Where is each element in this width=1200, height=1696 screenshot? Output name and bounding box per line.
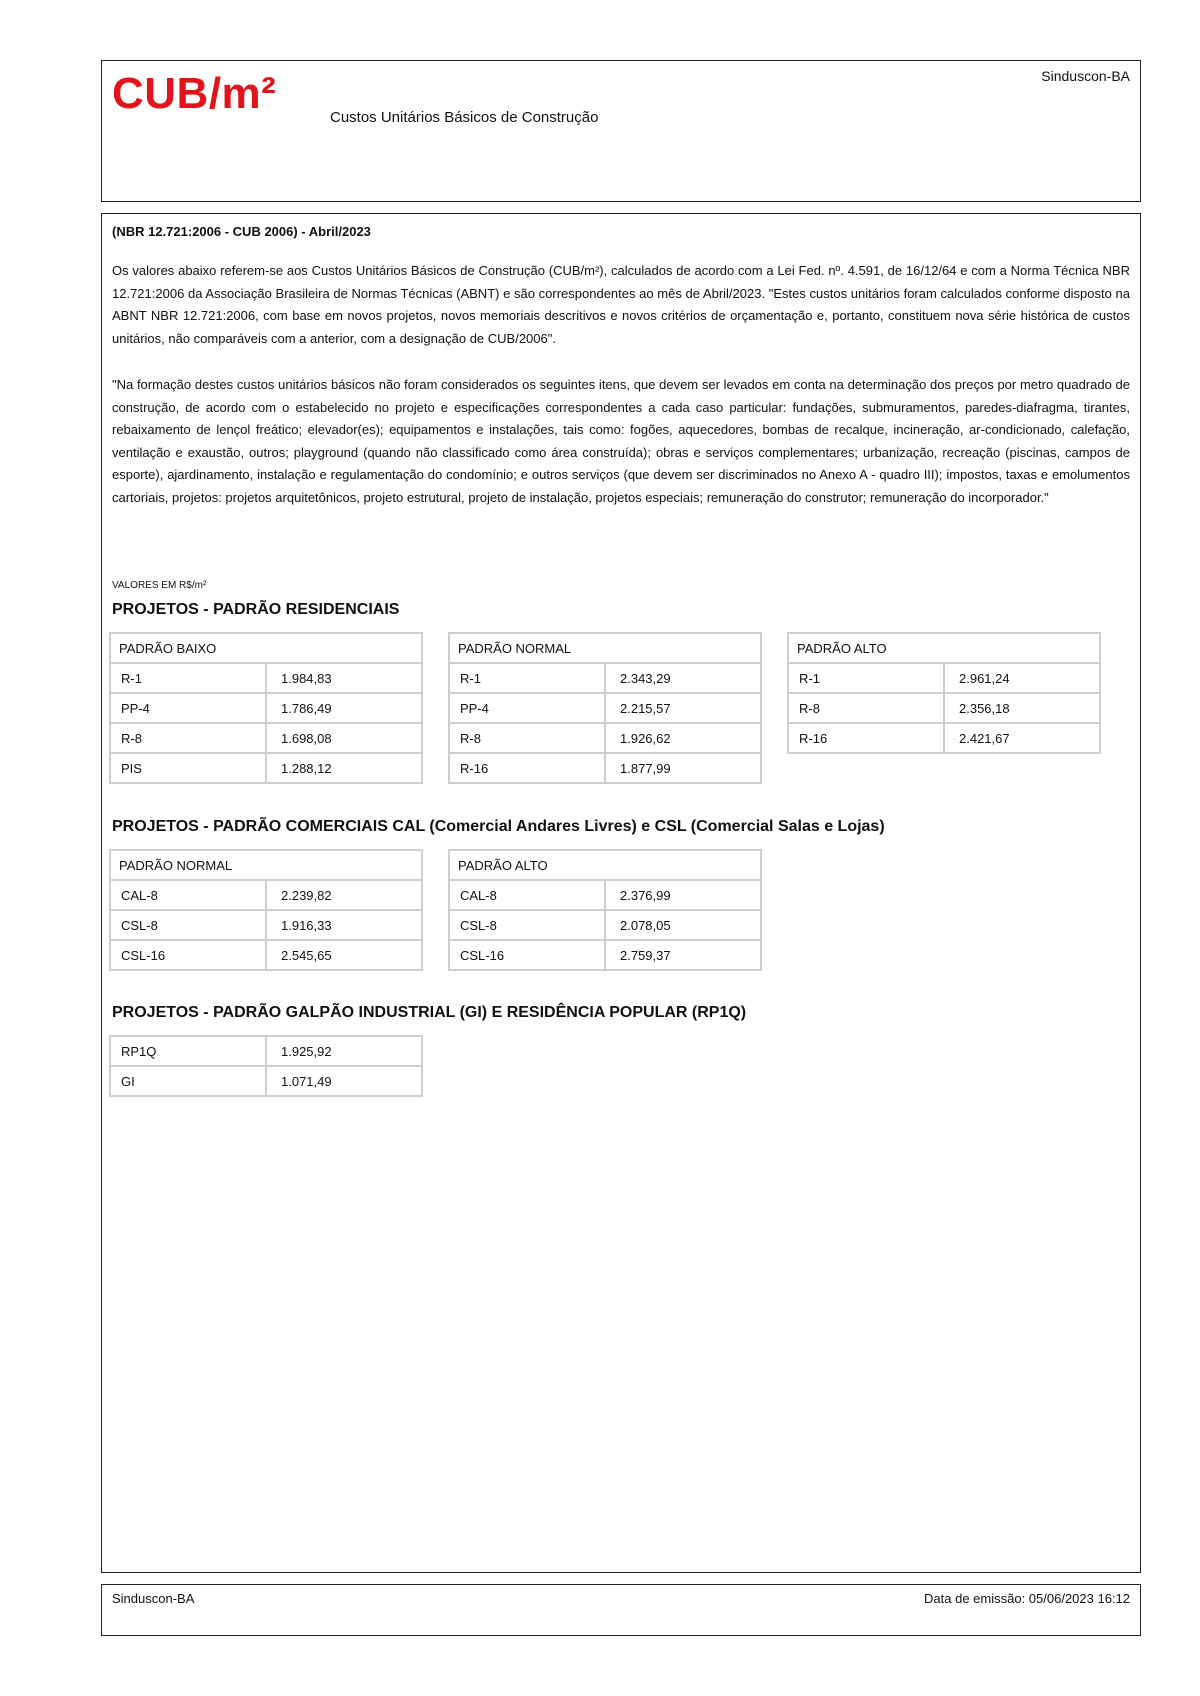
- exclusions-paragraph: "Na formação destes custos unitários básicos não foram considerados os seguintes itens, que devem ser levados em conta na determinação dos preços por metro quadrado de construção, de acordo com o estabelecido no projeto e especificações correspondentes a cada caso particular: fundações, submuramentos, paredes-diafragma, tirantes, rebaixamento de lençol freático; elevador(es); equipamentos e instalações, tais como: fogões, aquecedores, bombas de recalque, incineração, ar-condicionado, calefação, ventilação e exaustão, outros; playground (quando não classificado como área construída); obras e serviços complementares; urbanização, recreação (piscinas, campos de esporte), ajardinamento, instalação e regulamentação do condomínio; e outros serviços (que devem ser discriminados no Anexo A - quadro III); impostos, taxas e emolumentos cartoriais, projetos: projetos arquitetônicos, projeto estrutural, projeto de instalação, projetos especiais; remuneração do construtor; remuneração do incorporador.": [112, 377, 1130, 505]
- section-title-residencial: PROJETOS - PADRÃO RESIDENCIAIS: [112, 601, 400, 618]
- table-row: [111, 694, 421, 722]
- table-row: [450, 911, 760, 939]
- project-code: R-1: [450, 664, 604, 692]
- table-galpao-residencia-popular: [109, 1035, 423, 1097]
- footer-box: [101, 1584, 1141, 1636]
- cost-value: 1.786,49: [267, 694, 421, 722]
- table-comercial-alto: [448, 849, 762, 971]
- cost-value: 1.916,33: [267, 911, 421, 939]
- table-row: [111, 724, 421, 752]
- table-comercial-normal: [109, 849, 423, 971]
- cost-value: 1.071,49: [267, 1067, 421, 1095]
- table-row: [111, 941, 421, 969]
- cost-value: 2.343,29: [606, 664, 760, 692]
- document-subtitle: Custos Unitários Básicos de Construção: [330, 109, 599, 126]
- table-residencial-baixo: [109, 632, 423, 784]
- table-row: [450, 724, 760, 752]
- footer-organization: Sinduscon-BA: [112, 1591, 195, 1606]
- table-row: [789, 664, 1099, 692]
- project-code: RP1Q: [111, 1037, 265, 1065]
- project-code: PP-4: [111, 694, 265, 722]
- table-row: [111, 664, 421, 692]
- table-row: [111, 911, 421, 939]
- issue-date: Data de emissão: 05/06/2023 16:12: [924, 1591, 1130, 1606]
- table-row: [450, 941, 760, 969]
- header-box: [101, 60, 1141, 202]
- table-row: [111, 1067, 421, 1095]
- table-row: [789, 724, 1099, 752]
- organization-name: Sinduscon-BA: [1041, 68, 1130, 84]
- table-row: [111, 1037, 421, 1065]
- section-title-galpao: PROJETOS - PADRÃO GALPÃO INDUSTRIAL (GI) E RESIDÊNCIA POPULAR (RP1Q): [112, 1004, 747, 1021]
- cost-value: 2.215,57: [606, 694, 760, 722]
- table-row: [111, 881, 421, 909]
- table-header: PADRÃO ALTO: [789, 634, 1099, 662]
- cost-value: 2.239,82: [267, 881, 421, 909]
- project-code: CSL-16: [111, 941, 265, 969]
- cost-value: 1.877,99: [606, 754, 760, 782]
- cost-value: 2.545,65: [267, 941, 421, 969]
- table-header: PADRÃO NORMAL: [450, 634, 760, 662]
- project-code: R-8: [450, 724, 604, 752]
- cost-value: 1.925,92: [267, 1037, 421, 1065]
- project-code: R-16: [450, 754, 604, 782]
- project-code: R-8: [789, 694, 943, 722]
- cost-value: 1.288,12: [267, 754, 421, 782]
- cost-value: 1.698,08: [267, 724, 421, 752]
- table-header: PADRÃO BAIXO: [111, 634, 421, 662]
- table-row: [450, 694, 760, 722]
- main-content-box: [101, 213, 1141, 1573]
- project-code: PIS: [111, 754, 265, 782]
- section-title-comercial: PROJETOS - PADRÃO COMERCIAIS CAL (Comercial Andares Livres) e CSL (Comercial Salas e Lojas): [112, 818, 885, 835]
- project-code: CSL-16: [450, 941, 604, 969]
- cost-value: 2.961,24: [945, 664, 1099, 692]
- table-header: PADRÃO NORMAL: [111, 851, 421, 879]
- cost-value: 1.926,62: [606, 724, 760, 752]
- units-label: VALORES EM R$/m²: [112, 580, 207, 591]
- project-code: PP-4: [450, 694, 604, 722]
- intro-paragraph: Os valores abaixo referem-se aos Custos Unitários Básicos de Construção (CUB/m²), calculados de acordo com a Lei Fed. nº. 4.591, de 16/12/64 e com a Norma Técnica NBR 12.721:2006 da Associação Brasileira de Normas Técnicas (ABNT) e são correspondentes ao mês de Abril/2023. "Estes custos unitários foram calculados conforme disposto na ABNT NBR 12.721:2006, com base em novos projetos, novos memoriais descritivos e novos critérios de orçamentação e, portanto, constituem nova série histórica de custos unitários, não comparáveis com a anterior, com a designação de CUB/2006".: [112, 263, 1130, 346]
- reference-title: (NBR 12.721:2006 - CUB 2006) - Abril/2023: [112, 224, 371, 239]
- cost-value: 2.356,18: [945, 694, 1099, 722]
- cub-logo: CUB/m²: [112, 69, 277, 118]
- project-code: R-16: [789, 724, 943, 752]
- cost-value: 2.421,67: [945, 724, 1099, 752]
- cost-value: 2.078,05: [606, 911, 760, 939]
- table-row: [789, 694, 1099, 722]
- project-code: R-8: [111, 724, 265, 752]
- project-code: GI: [111, 1067, 265, 1095]
- cost-value: 2.376,99: [606, 881, 760, 909]
- project-code: CAL-8: [450, 881, 604, 909]
- project-code: R-1: [789, 664, 943, 692]
- project-code: CSL-8: [450, 911, 604, 939]
- table-header: PADRÃO ALTO: [450, 851, 760, 879]
- table-row: [450, 664, 760, 692]
- table-residencial-alto: [787, 632, 1101, 754]
- table-residencial-normal: [448, 632, 762, 784]
- cost-value: 2.759,37: [606, 941, 760, 969]
- project-code: CAL-8: [111, 881, 265, 909]
- table-row: [450, 881, 760, 909]
- table-row: [450, 754, 760, 782]
- cost-value: 1.984,83: [267, 664, 421, 692]
- project-code: R-1: [111, 664, 265, 692]
- table-row: [111, 754, 421, 782]
- project-code: CSL-8: [111, 911, 265, 939]
